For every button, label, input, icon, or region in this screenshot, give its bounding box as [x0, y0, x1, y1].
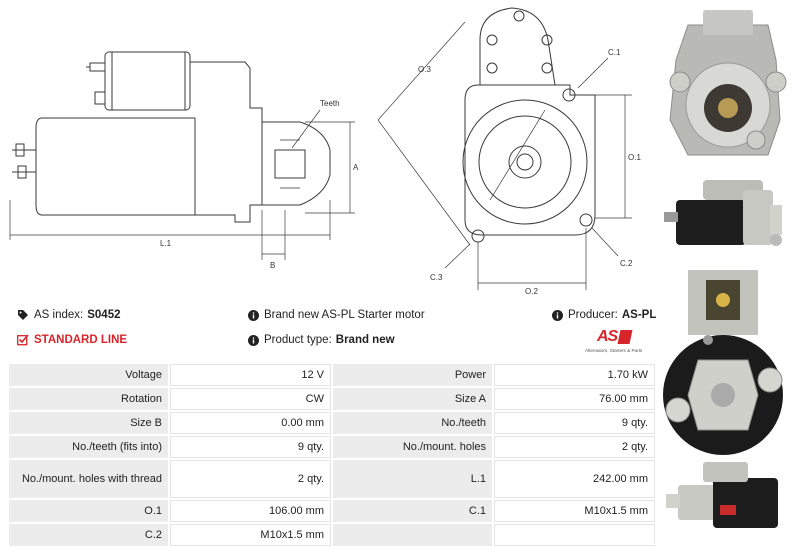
- outer-bore: [463, 100, 587, 224]
- spec-label: Size A: [333, 388, 492, 410]
- spec-value: CW: [170, 388, 331, 410]
- info-icon: [248, 310, 259, 321]
- info-icon: [248, 335, 259, 346]
- spec-label: No./teeth (fits into): [9, 436, 168, 458]
- info-icon: [552, 310, 563, 321]
- description-text: Brand new AS-PL Starter motor: [264, 309, 425, 321]
- spec-label: Power: [333, 364, 492, 386]
- mounting-flange: [465, 85, 595, 235]
- producer: [552, 309, 656, 321]
- product-type-value: Brand new: [335, 334, 395, 346]
- drive-housing: [190, 62, 262, 222]
- as-index-label: AS index:: [34, 309, 84, 321]
- standard-line: [17, 334, 127, 346]
- spec-label: C.2: [9, 524, 168, 546]
- spec-row: [9, 412, 655, 434]
- spec-value: 9 qty.: [170, 436, 331, 458]
- spec-row: [9, 500, 655, 522]
- spec-row: [9, 436, 655, 458]
- shaft-center: [509, 146, 541, 178]
- spec-row: [9, 388, 655, 410]
- spec-value: 106.00 mm: [170, 500, 331, 522]
- spec-value: [494, 524, 655, 546]
- producer-label: Producer:: [568, 309, 618, 321]
- dimension-c1-label: C.1: [608, 48, 621, 57]
- spec-label: Voltage: [9, 364, 168, 386]
- spec-row: [9, 364, 655, 386]
- spec-label: [333, 524, 492, 546]
- dimension-o1-label: O.1: [628, 153, 641, 162]
- teeth-label: Teeth: [320, 99, 340, 108]
- logo-mark: AS: [597, 328, 618, 345]
- spec-value: 2 qty.: [494, 436, 655, 458]
- checkbox-check-icon: [17, 334, 29, 346]
- dimension-o3-label: O.3: [418, 65, 431, 74]
- spec-label: O.1: [9, 500, 168, 522]
- spec-label: No./mount. holes: [333, 436, 492, 458]
- photo-side-view: [664, 180, 782, 246]
- dimension-l1-label: L.1: [160, 239, 172, 248]
- as-pl-logo: [585, 328, 655, 358]
- spec-row: [9, 460, 655, 498]
- front-view-drawing: [370, 0, 655, 300]
- pinion-gear: [275, 150, 305, 178]
- product-type: [248, 334, 395, 346]
- spec-label: Size B: [9, 412, 168, 434]
- spec-row: [9, 524, 655, 546]
- top-mounting-lug: [480, 8, 555, 85]
- spec-label: C.1: [333, 500, 492, 522]
- spec-value: 9 qty.: [494, 412, 655, 434]
- terminal-top: [90, 63, 105, 71]
- logo-accent: [618, 330, 633, 344]
- tag-icon: [17, 309, 29, 321]
- mount-hole-c3: [472, 230, 484, 242]
- dimension-a-label: A: [353, 163, 359, 172]
- mount-hole-c2: [580, 214, 592, 226]
- dimension-b-label: B: [270, 261, 276, 270]
- motor-body: [36, 118, 195, 215]
- dimension-o2-label: O.2: [525, 287, 538, 296]
- pinion-nose: [262, 122, 330, 205]
- terminal-bottom: [95, 92, 105, 104]
- spec-value: M10x1.5 mm: [170, 524, 331, 546]
- spec-value: 0.00 mm: [170, 412, 331, 434]
- spec-value: 12 V: [170, 364, 331, 386]
- dimension-c3-label: C.3: [430, 273, 443, 282]
- producer-value: AS-PL: [621, 309, 657, 321]
- dimension-c2-label: C.2: [620, 259, 633, 268]
- side-view-drawing: [0, 0, 370, 285]
- solenoid: [105, 52, 190, 110]
- as-index: [17, 309, 121, 321]
- photo-rear-view: [663, 270, 783, 455]
- standard-line-label: STANDARD LINE: [34, 334, 128, 346]
- spec-value: 76.00 mm: [494, 388, 655, 410]
- logo-tagline: Alternators, Starters & Parts: [585, 348, 643, 353]
- photo-side-label: [666, 462, 778, 528]
- spec-value: M10x1.5 mm: [494, 500, 655, 522]
- spec-value: 1.70 kW: [494, 364, 655, 386]
- spec-label: No./mount. holes with thread: [9, 460, 168, 498]
- spec-label: No./teeth: [333, 412, 492, 434]
- spec-value: 2 qty.: [170, 460, 331, 498]
- product-photos: [658, 0, 800, 546]
- spec-label: L.1: [333, 460, 492, 498]
- as-index-value: S0452: [87, 309, 121, 321]
- product-type-label: Product type:: [264, 334, 332, 346]
- product-description: [248, 309, 425, 321]
- spec-value: 242.00 mm: [494, 460, 655, 498]
- spec-label: Rotation: [9, 388, 168, 410]
- photo-front-housing: [670, 10, 786, 155]
- spec-table: [7, 362, 657, 548]
